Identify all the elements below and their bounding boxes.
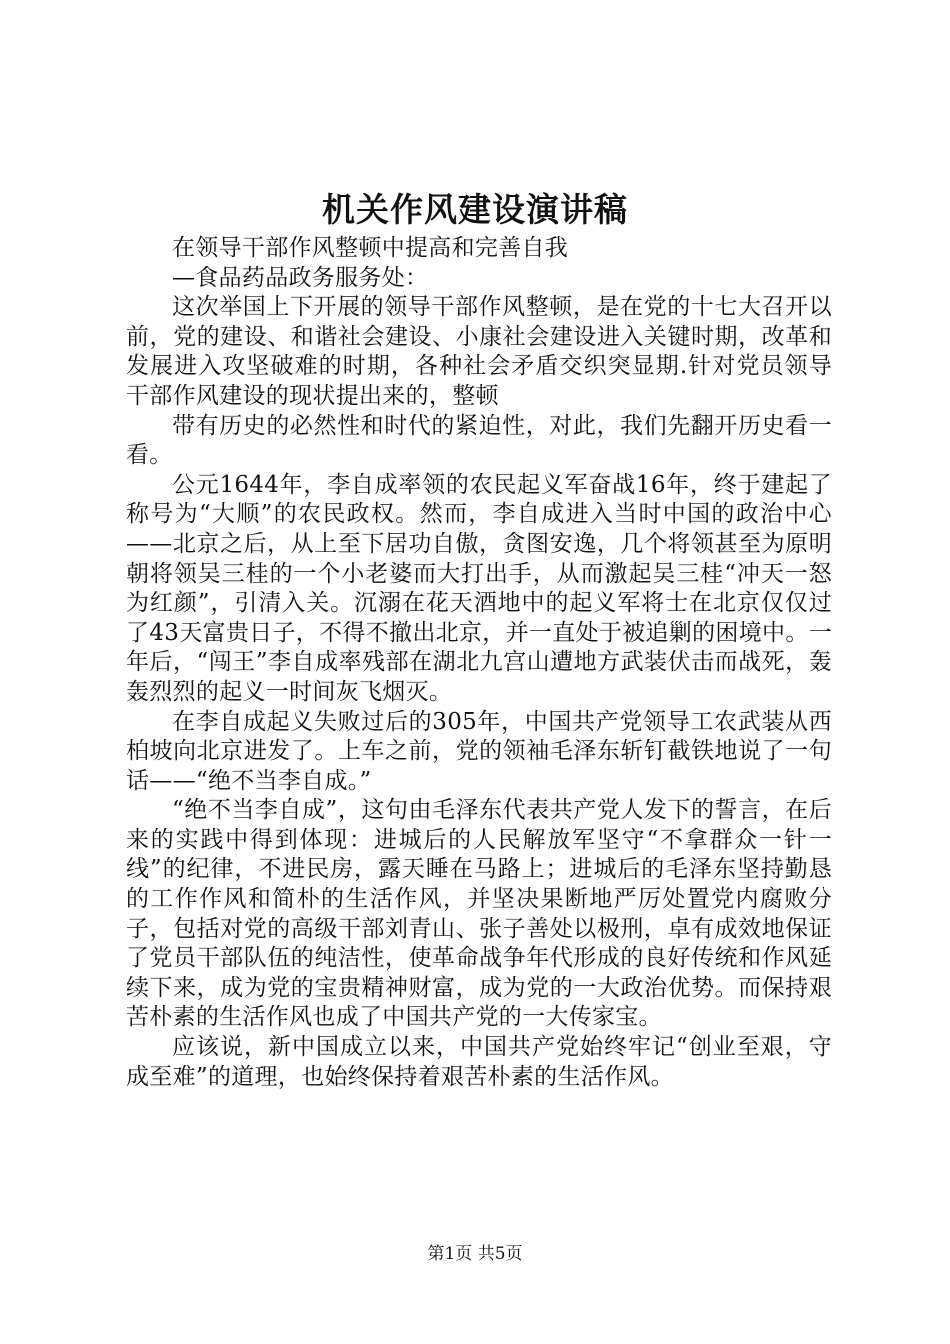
body-paragraph: 带有历史的必然性和时代的紧迫性，对此，我们先翻开历史看一看。	[126, 412, 832, 469]
document-body	[126, 234, 832, 1092]
subtitle-paragraph: 在领导干部作风整顿中提高和完善自我	[172, 235, 569, 261]
author-paragraph: —食品药品政务服务处：	[172, 264, 429, 291]
body-paragraph: “绝不当李自成”，这句由毛泽东代表共产党人发下的誓言，在后来的实践中得到体现：进城后的人民解放军坚守“不拿群众一针一线”的纪律，不进民房，露天睡在马路上；进城后的毛泽东坚持勤恳的工作作风和简朴的生活作风，并坚决果断地严厉处置党内腐败分子，包括对党的高级干部刘青山、张子善处以极刑，卓有成效地保证了党员干部队伍的纯洁性，使革命战争年代形成的良好传统和作风延续下来，成为党的宝贵精神财富，成为党的一大政治优势。而保持艰苦朴素的生活作风也成了中国共产党的一大传家宝。	[126, 797, 832, 1031]
page-number-footer: 第1页 共5页	[427, 1244, 523, 1264]
body-paragraph: 应该说，新中国成立以来，中国共产党始终牢记“创业至艰，守成至难”的道理，也始终保持着艰苦朴素的生活作风。	[126, 1034, 832, 1090]
body-paragraph: 在李自成起义失败过后的305年，中国共产党领导工农武装从西柏坡向北京进发了。上车之前，党的领袖毛泽东斩钉截铁地说了一句话——“绝不当李自成。”	[126, 708, 832, 794]
document-title: 机关作风建设演讲稿	[322, 190, 628, 229]
body-paragraph: 公元1644年，李自成率领的农民起义军奋战16年，终于建起了称号为“大顺”的农民政权。然而，李自成进入当时中国的政治中心——北京之后，从上至下居功自傲，贪图安逸，几个将领甚至为原明朝将领吴三桂的一个小老婆而大打出手，从而激起吴三桂“冲天一怒为红颜”，引清入关。沉溺在花天酒地中的起义军将士在北京仅仅过了43天富贵日子，不得不撤出北京，并一直处于被追剿的困境中。一年后，“闯王”李自成率残部在湖北九宫山遭地方武装伏击而战死，轰轰烈烈的起义一时间灰飞烟灭。	[126, 471, 832, 705]
body-paragraph: 这次举国上下开展的领导干部作风整顿，是在党的十七大召开以前，党的建设、和谐社会建设、小康社会建设进入关键时期，改革和发展进入攻坚破难的时期，各种社会矛盾交织突显期.针对党员领导干部作风建设的现状提出来的，整顿	[126, 294, 832, 409]
